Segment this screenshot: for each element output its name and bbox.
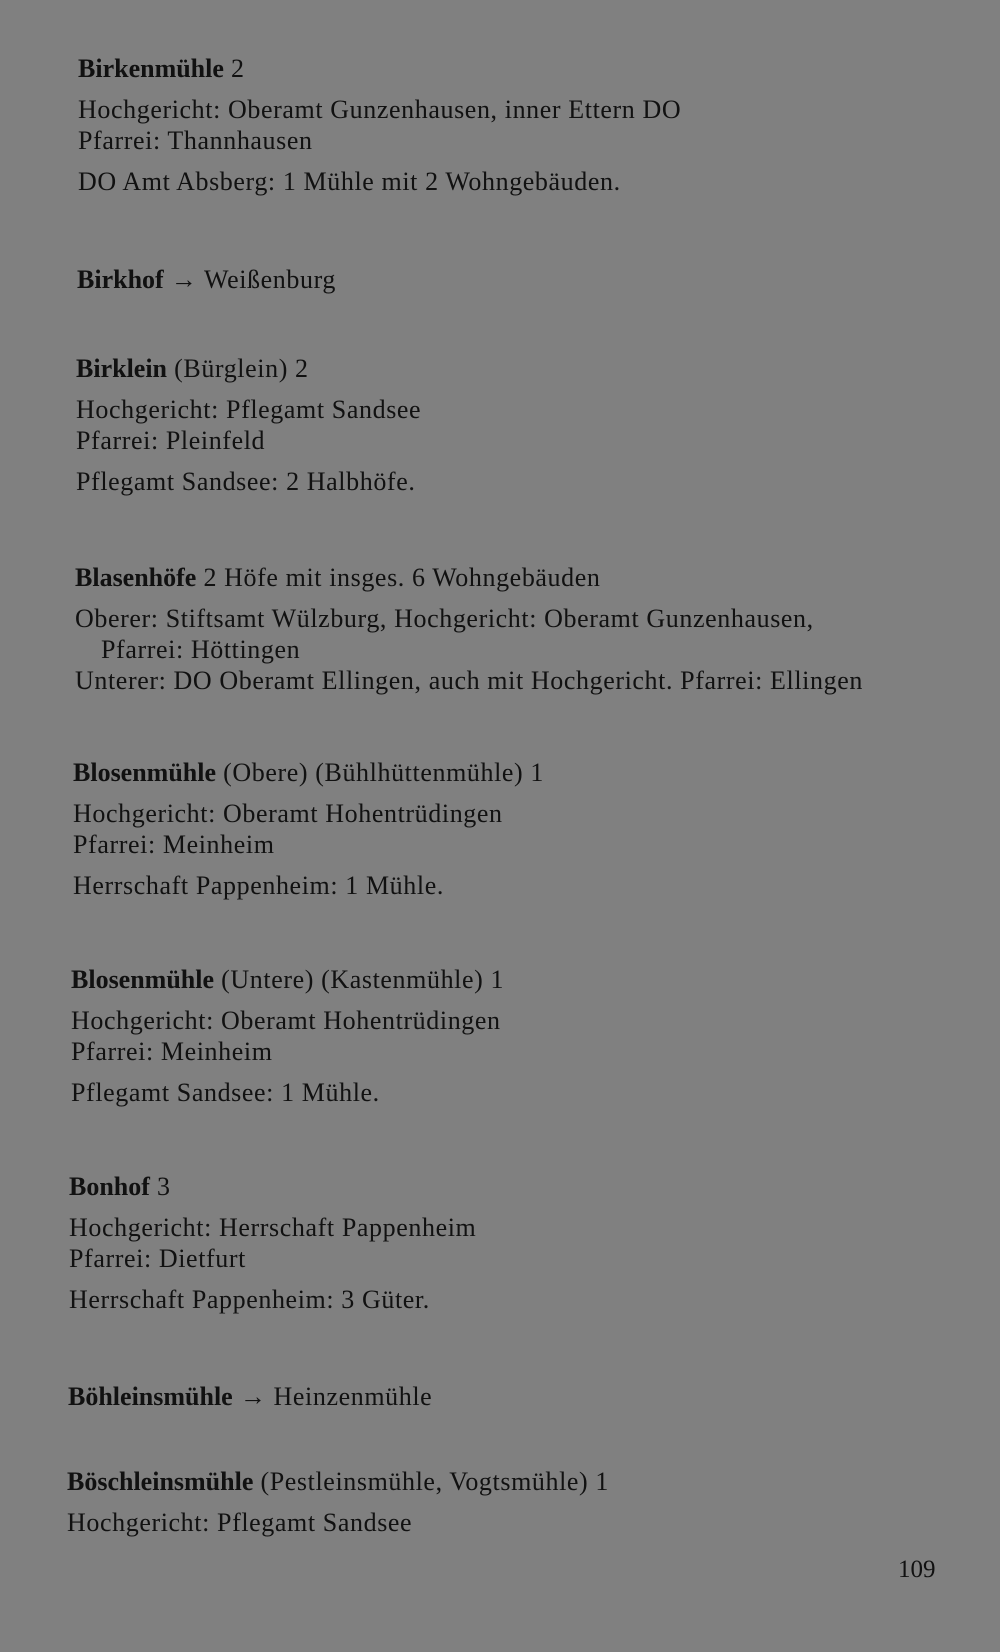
- entry-heading: [73, 757, 544, 788]
- entry-line: Hochgericht: Pflegamt Sandsee: [67, 1508, 413, 1537]
- entry-line: Hochgericht: Oberamt Hohentrüdingen: [73, 799, 503, 828]
- entry-heading-rest: → Heinzenmühle: [232, 1382, 433, 1411]
- entry-title: Blosenmühle: [71, 965, 215, 994]
- entry-heading: [71, 964, 504, 995]
- entry-heading-rest: (Untere) (Kastenmühle) 1: [214, 965, 505, 994]
- page-number: 109: [898, 1556, 936, 1583]
- entry-line: Hochgericht: Oberamt Hohentrüdingen: [71, 1006, 501, 1035]
- entry-summary: DO Amt Absberg: 1 Mühle mit 2 Wohngebäuden.: [78, 167, 621, 196]
- entry-line: Unterer: DO Oberamt Ellingen, auch mit Hochgericht. Pfarrei: Ellingen: [75, 666, 863, 695]
- entry-blosenmuehle-untere: [71, 964, 504, 1108]
- entry-heading-rest: (Pestleinsmühle, Vogtsmühle) 1: [253, 1467, 610, 1496]
- entry-heading-rest: → Weißenburg: [163, 265, 336, 294]
- entry-heading: [78, 53, 681, 84]
- entry-heading-rest: 2 Höfe mit insges. 6 Wohngebäuden: [196, 563, 601, 592]
- entry-summary: Herrschaft Pappenheim: 3 Güter.: [69, 1285, 430, 1314]
- entry-title: Blasenhöfe: [75, 563, 197, 592]
- entry-heading-rest: 3: [149, 1172, 171, 1201]
- entry-boeschleinsmuehle: [67, 1466, 609, 1538]
- entry-title: Blosenmühle: [73, 758, 217, 787]
- entry-birkenmuehle: [78, 53, 681, 197]
- entry-line: Oberer: Stiftsamt Wülzburg, Hochgericht: Oberamt Gunzenhausen,: [75, 604, 814, 633]
- entry-summary: Herrschaft Pappenheim: 1 Mühle.: [73, 871, 444, 900]
- entry-line: Pfarrei: Höttingen: [101, 635, 301, 664]
- entry-blosenmuehle-obere: [73, 757, 544, 901]
- entry-summary: Pflegamt Sandsee: 1 Mühle.: [71, 1078, 380, 1107]
- entry-heading-rest: (Obere) (Bühlhüttenmühle) 1: [216, 758, 545, 787]
- entry-summary: Pflegamt Sandsee: 2 Halbhöfe.: [76, 467, 416, 496]
- entry-line: Pfarrei: Dietfurt: [69, 1244, 246, 1273]
- entry-line: Pfarrei: Pleinfeld: [76, 426, 266, 455]
- entry-blasenhoefe: [75, 562, 863, 696]
- entry-line: Hochgericht: Oberamt Gunzenhausen, inner Ettern DO: [78, 95, 682, 124]
- entry-line: Hochgericht: Pflegamt Sandsee: [76, 395, 422, 424]
- entry-heading: [69, 1171, 476, 1202]
- entry-heading: [77, 264, 336, 295]
- entry-line: Pfarrei: Thannhausen: [78, 126, 313, 155]
- entry-birkhof: [77, 264, 336, 295]
- entry-title: Birkhof: [77, 265, 164, 294]
- entry-heading: [67, 1466, 609, 1497]
- entry-line: Hochgericht: Herrschaft Pappenheim: [69, 1213, 477, 1242]
- entry-heading: [76, 353, 421, 384]
- entry-title: Birkenmühle: [78, 54, 224, 83]
- entry-bonhof: [69, 1171, 476, 1315]
- entry-title: Böhleinsmühle: [68, 1382, 233, 1411]
- entry-heading: [68, 1381, 432, 1412]
- entry-heading-rest: (Bürglein) 2: [167, 354, 309, 383]
- entry-line: Pfarrei: Meinheim: [73, 830, 275, 859]
- entry-title: Bonhof: [69, 1172, 150, 1201]
- entry-heading-rest: 2: [223, 54, 245, 83]
- entry-birklein: [76, 353, 421, 497]
- entry-line: Pfarrei: Meinheim: [71, 1037, 273, 1066]
- entry-boehleinsmuehle: [68, 1381, 432, 1412]
- entry-title: Böschleinsmühle: [67, 1467, 254, 1496]
- entry-title: Birklein: [76, 354, 168, 383]
- entry-heading: [75, 562, 863, 593]
